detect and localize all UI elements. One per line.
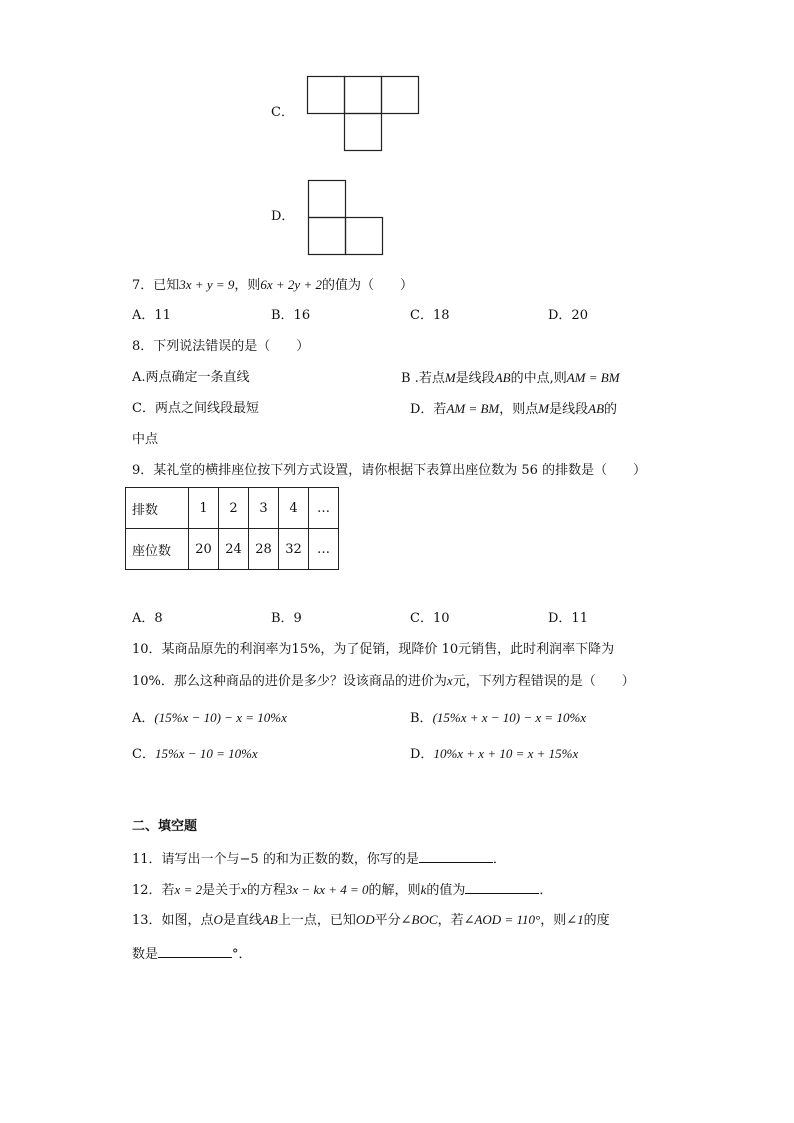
table-cell: 24: [219, 529, 249, 570]
table-cell: 3: [249, 488, 279, 529]
q8-option-d: D．若AM = BM，则点M是线段AB的: [410, 401, 618, 417]
q9-option-b: B．9: [271, 611, 302, 626]
square: [346, 218, 383, 255]
answer-blank[interactable]: [158, 944, 232, 958]
square: [382, 77, 419, 114]
table-cell: 1: [189, 488, 219, 529]
q11-stem: 11．请写出一个与−5 的和为正数的数，你写的是 ．: [132, 849, 506, 869]
table-cell: 28: [249, 529, 279, 570]
answer-blank[interactable]: [419, 849, 493, 863]
figure-d-net: [300, 174, 392, 260]
q8-stem: 8．下列说法错误的是（ ）: [132, 339, 310, 354]
seat-table: [125, 487, 339, 570]
square: [345, 77, 382, 114]
q8-option-b: B .若点M是线段AB的中点,则AM = BM: [401, 370, 620, 386]
q9-option-a: A．8: [132, 611, 163, 626]
q10-option-c: C．15%x − 10 = 10%x: [132, 746, 258, 762]
q9-stem: 9．某礼堂的横排座位按下列方式设置，请你根据下表算出座位数为 56 的排数是（ ）: [132, 463, 647, 478]
q8-option-a: A.两点确定一条直线: [132, 370, 250, 385]
square: [308, 77, 345, 114]
table-cell: 4: [279, 488, 309, 529]
square: [309, 181, 346, 218]
q10-option-b: B．(15%x + x − 10) − x = 10%x: [410, 710, 587, 726]
q10-stem-line2: 10%．那么这种商品的进价是多少？设该商品的进价为x元，下列方程错误的是（ ）: [132, 673, 635, 689]
q8-option-d-wrap: 中点: [132, 432, 159, 447]
q7-option-b: B．16: [271, 308, 311, 323]
q13-stem-line2: 数是 °．: [132, 944, 252, 964]
q13-stem-line1: 13．如图，点O是直线AB上一点，已知OD平分∠BOC，若∠AOD = 110°，则∠1的度: [132, 912, 610, 928]
table-row: [126, 529, 339, 570]
q9-option-d: D．11: [548, 611, 588, 626]
square: [309, 218, 346, 255]
q7-eq2: 6x + 2y + 2: [260, 277, 322, 292]
table-cell: 2: [219, 488, 249, 529]
table-cell: 32: [279, 529, 309, 570]
option-d-label: D．: [271, 209, 295, 224]
section-heading: 二、填空题: [132, 819, 198, 834]
q12-stem: 12．若x = 2是关于x的方程3x − kx + 4 = 0的解，则k的值为 ．: [132, 882, 553, 898]
q10-option-d: D．10%x + x + 10 = x + 15%x: [410, 746, 579, 762]
q9-option-c: C．10: [410, 611, 450, 626]
answer-blank[interactable]: [465, 880, 539, 894]
square: [345, 114, 382, 151]
q7-option-a: A．11: [132, 308, 171, 323]
q8-option-c: C．两点之间线段最短: [132, 401, 259, 416]
figure-c-net: [300, 70, 430, 156]
table-row: [126, 488, 339, 529]
q7-option-d: D．20: [548, 308, 588, 323]
option-c-label: C．: [271, 105, 294, 120]
table-cell: 座位数: [126, 529, 189, 570]
q10-option-a: A．(15%x − 10) − x = 10%x: [132, 710, 287, 726]
q7-option-c: C．18: [410, 308, 450, 323]
q7-stem: 7．已知3x + y = 9，则6x + 2y + 2的值为（ ）: [132, 277, 413, 293]
q7-eq1: 3x + y = 9: [179, 277, 235, 292]
table-cell: …: [309, 488, 339, 529]
q10-stem-line1: 10．某商品原先的利润率为15%，为了促销，现降价 10元销售，此时利润率下降为: [132, 642, 615, 657]
table-cell: 排数: [126, 488, 189, 529]
table-cell: …: [309, 529, 339, 570]
table-cell: 20: [189, 529, 219, 570]
